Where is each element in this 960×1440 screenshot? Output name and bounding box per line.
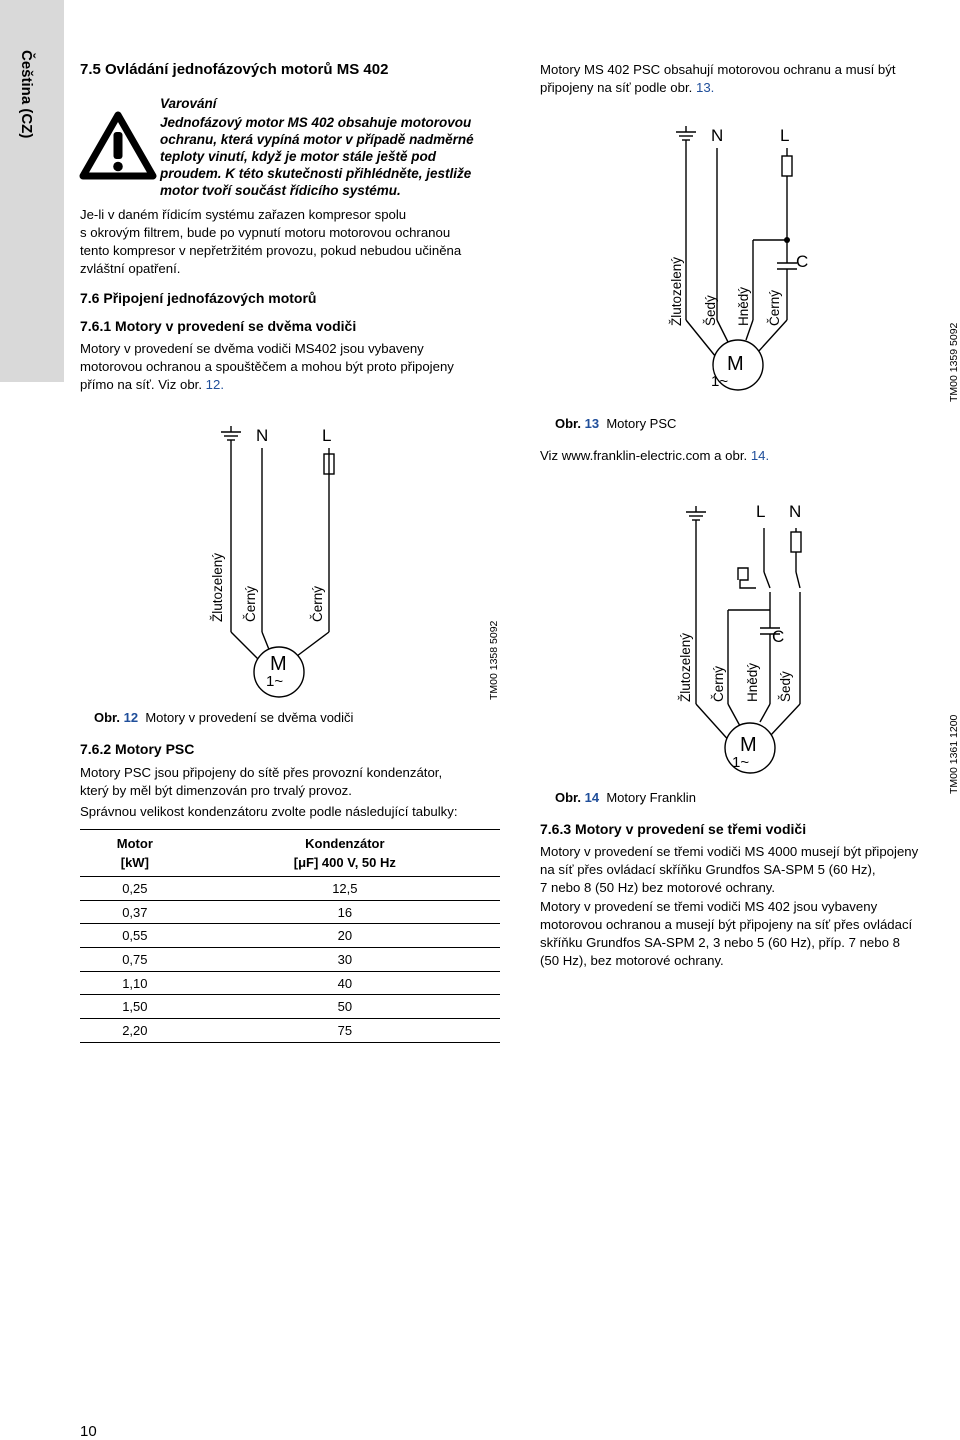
warning-title: Varování [160, 96, 217, 111]
fig-13-label-n: N [711, 126, 724, 145]
warning-icon [80, 112, 156, 180]
fig-14-wire-black: Černý [711, 665, 726, 702]
capacitor-table [80, 829, 500, 1043]
section-7-6-1-title: 7.6.1 Motory v provedení se dvěma vodiči [80, 318, 357, 334]
fig-13-label-c: C [796, 252, 809, 271]
warning-text: Jednofázový motor MS 402 obsahuje motorovou ochranu, která vypíná motor v případě nadměrné teploty vinutí, když je motor stále ještě pod proudem. K této skutečnosti přihlédněte, jestliže motor tvoří součást řídicího systému. [160, 115, 474, 198]
fig-12-wire-black-2: Černý [310, 585, 325, 622]
fig-12-link[interactable]: 12. [205, 377, 224, 392]
page-number: 10 [80, 1423, 97, 1440]
table-row: 0,75 30 [80, 948, 500, 972]
paragraph-psc: Motory PSC jsou připojeny do sítě přes provozní kondenzátor, který by měl být dimenzován pro trvalý provoz. [80, 765, 443, 798]
table-row: 0,55 20 [80, 924, 500, 948]
fig-12-label-l: L [322, 426, 332, 445]
paragraph-psc-protection: Motory MS 402 PSC obsahují motorovou ochranu a musí být připojeny na síť podle obr. 13. [540, 62, 896, 95]
fig-14-caption: Obr. 14 Motory Franklin [555, 790, 696, 805]
fig-14-link[interactable]: 14. [750, 448, 770, 463]
fig-13-wire-grey: Šedý [703, 295, 718, 326]
table-header-capacitor: Kondenzátor [μF] 400 V, 50 Hz [190, 830, 500, 877]
fig-14-tm-code: TM00 1361 1200 [948, 714, 960, 794]
fig-13-label-l: L [780, 126, 790, 145]
language-tab-label: Čeština (CZ) [18, 50, 35, 139]
section-7-5-title: 7.5 Ovládání jednofázových motorů MS 402 [80, 61, 389, 78]
fig-13-wire-yellowgreen: Žlutozelený [669, 256, 684, 326]
fig-12-tm-code: TM00 1358 5092 [488, 620, 500, 700]
fig-14-label-n: N [789, 502, 802, 521]
table-row: 2,20 75 [80, 1019, 500, 1043]
fig-12-wire-black-1: Černý [243, 585, 258, 622]
fig-14-wire-grey: Šedý [778, 671, 793, 702]
section-7-6-3-title: 7.6.3 Motory v provedení se třemi vodiči [540, 821, 807, 837]
table-row: 0,37 16 [80, 900, 500, 924]
fig-14-motor-phase: 1~ [732, 754, 750, 771]
fig-14-motor-m: M [740, 734, 757, 756]
fig-13-wire-brown: Hnědý [736, 286, 751, 326]
fig-12-wire-yellowgreen: Žlutozelený [210, 552, 225, 622]
language-side-tab [0, 0, 64, 382]
table-row: 1,10 40 [80, 971, 500, 995]
fig-14-wire-yellowgreen: Žlutozelený [678, 632, 693, 702]
fig-13-motor-m: M [727, 353, 744, 375]
paragraph-two-wire: Motory v provedení se dvěma vodiči MS402 jsou vybaveny motorovou ochranou a spouštěčem a mohou být proto připojeny přímo na síť. Viz obr. 12. [80, 341, 454, 392]
fig-13-motor-phase: 1~ [711, 373, 729, 390]
fig-14-label-c: C [772, 627, 785, 646]
section-7-6-title: 7.6 Připojení jednofázových motorů [80, 290, 317, 306]
fig-14-wire-brown: Hnědý [745, 662, 760, 702]
fig-12-motor-m: M [270, 653, 287, 675]
section-7-6-2-title: 7.6.2 Motory PSC [80, 741, 195, 757]
paragraph-compressor: Je-li v daném řídicím systému zařazen kompresor spolu s okrovým filtrem, bude po vypnutí motoru motorovou ochranou tento kompresor v nepřetržitém provozu, pokud nebudou učiněna zvláštní opatření. [80, 207, 462, 276]
fig-12-motor-phase: 1~ [266, 673, 284, 690]
fig-12-label-n: N [256, 426, 269, 445]
fig-13-tm-code: TM00 1359 5092 [948, 322, 960, 402]
table-row: 1,50 50 [80, 995, 500, 1019]
fig-13-wire-black: Černý [767, 289, 782, 326]
paragraph-franklin-link: Viz www.franklin-electric.com a obr. 14. [540, 448, 770, 463]
paragraph-capacitor-table-intro: Správnou velikost kondenzátoru zvolte podle následující tabulky: [80, 804, 458, 819]
fig-12-caption: Obr. 12 Motory v provedení se dvěma vodiči [94, 710, 354, 725]
fig-13-link[interactable]: 13. [695, 80, 715, 95]
fig-12-caption-ref: 12 [123, 710, 139, 725]
table-row: 0,25 12,5 [80, 877, 500, 901]
fig-14-caption-ref: 14 [584, 790, 600, 805]
fig-13-caption-ref: 13 [584, 416, 600, 431]
paragraph-three-wire-ms4000: Motory v provedení se třemi vodiči MS 4000 musejí být připojeny na síť přes ovládací skříňku Grundfos SA-SPM 5 (60 Hz), 7 nebo 8 (50 Hz) bez motorové ochrany. [540, 844, 919, 895]
table-header-motor: Motor [kW] [80, 830, 190, 877]
fig-13-caption: Obr. 13 Motory PSC [555, 416, 677, 431]
fig-14-label-l: L [756, 502, 766, 521]
paragraph-three-wire-ms402: Motory v provedení se třemi vodiči MS 402 jsou vybaveny motorovou ochranou a musejí být připojeny na síť přes ovládací skříňku Grundfos SA-SPM 2, 3 nebo 5 (60 Hz), příp. 7 nebo 8 (50 Hz), bez motorové ochrany. [540, 899, 913, 968]
